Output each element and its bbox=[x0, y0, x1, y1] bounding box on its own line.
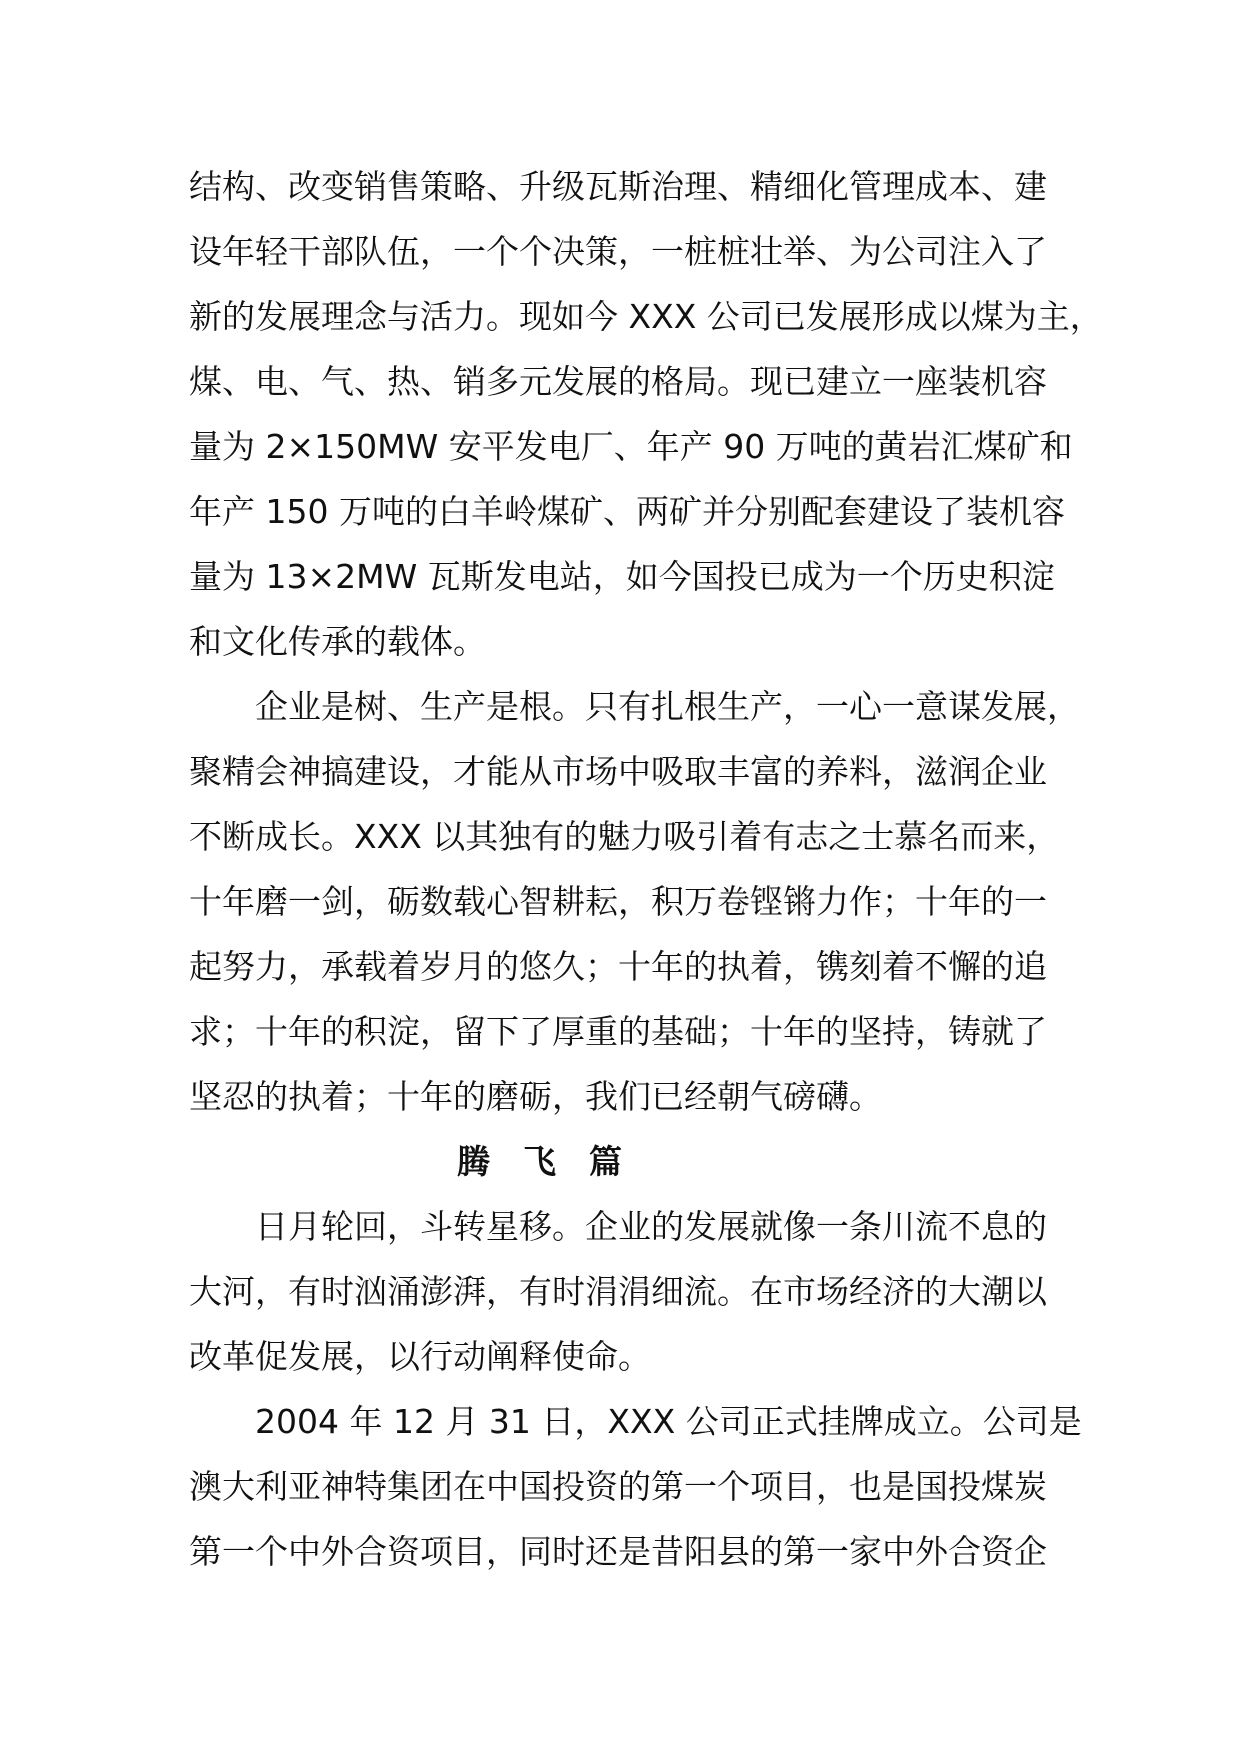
text-line: 企业是树、生产是根。只有扎根生产，一心一意谋发展， bbox=[255, 687, 1080, 726]
text-line: 改革促发展，以行动阐释使命。 bbox=[189, 1337, 651, 1376]
text-line: 第一个中外合资项目，同时还是昔阳县的第一家中外合资企 bbox=[189, 1532, 1047, 1571]
paragraph-3 bbox=[189, 1194, 1061, 1389]
text-line: 聚精会神搞建设，才能从市场中吸取丰富的养料，滋润企业 bbox=[189, 752, 1047, 791]
text-line: 新的发展理念与活力。现如今 XXX 公司已发展形成以煤为主， bbox=[189, 297, 1103, 336]
text-line: 量为 13×2MW 瓦斯发电站，如今国投已成为一个历史积淀 bbox=[189, 557, 1055, 596]
text-line: 煤、电、气、热、销多元发展的格局。现已建立一座装机容 bbox=[189, 362, 1047, 401]
text-line: 求；十年的积淀，留下了厚重的基础；十年的坚持，铸就了 bbox=[189, 1012, 1047, 1051]
text-line: 坚忍的执着；十年的磨砺，我们已经朝气磅礴。 bbox=[189, 1077, 882, 1116]
text-line: 日月轮回，斗转星移。企业的发展就像一条川流不息的 bbox=[255, 1207, 1047, 1246]
text-line: 量为 2×150MW 安平发电厂、年产 90 万吨的黄岩汇煤矿和 bbox=[189, 427, 1073, 466]
text-line: 大河，有时汹涌澎湃，有时涓涓细流。在市场经济的大潮以 bbox=[189, 1272, 1047, 1311]
text-line: 年产 150 万吨的白羊岭煤矿、两矿并分别配套建设了装机容 bbox=[189, 492, 1065, 531]
section-heading bbox=[189, 1129, 1061, 1194]
text-line: 十年磨一剑，砺数载心智耕耘，积万卷铿锵力作；十年的一 bbox=[189, 882, 1047, 921]
text-line: 起努力，承载着岁月的悠久；十年的执着，镌刻着不懈的追 bbox=[189, 947, 1047, 986]
text-line: 设年轻干部队伍，一个个决策，一桩桩壮举、为公司注入了 bbox=[189, 232, 1047, 271]
paragraph-4 bbox=[189, 1389, 1082, 1584]
document-body bbox=[189, 154, 1103, 1584]
text-line: 和文化传承的载体。 bbox=[189, 622, 486, 661]
text-line: 澳大利亚神特集团在中国投资的第一个项目，也是国投煤炭 bbox=[189, 1467, 1047, 1506]
text-line: 结构、改变销售策略、升级瓦斯治理、精细化管理成本、建 bbox=[189, 167, 1047, 206]
heading-char: 飞 bbox=[523, 1142, 556, 1181]
paragraph-2 bbox=[189, 674, 1080, 1129]
text-line: 不断成长。XXX 以其独有的魅力吸引着有志之士慕名而来， bbox=[189, 817, 1060, 856]
text-line: 2004 年 12 月 31 日，XXX 公司正式挂牌成立。公司是 bbox=[255, 1402, 1082, 1441]
paragraph-1 bbox=[189, 154, 1103, 674]
heading-char: 篇 bbox=[589, 1142, 622, 1181]
heading-char: 腾 bbox=[457, 1142, 490, 1181]
